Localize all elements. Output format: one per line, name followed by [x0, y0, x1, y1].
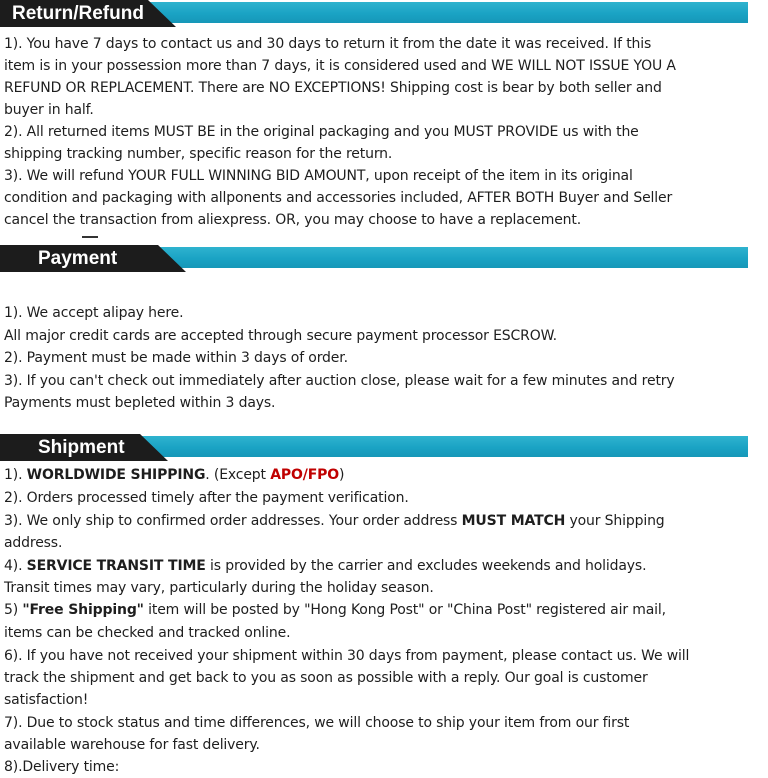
return-line-8: condition and packaging with allponents and accessories included, AFTER BOTH Buyer and Seller	[4, 190, 673, 206]
shipment-line-2: 2). Orders processed timely after the payment verification.	[4, 490, 409, 506]
shipment-line-6: Transit times may vary, particularly during the holiday season.	[4, 580, 434, 596]
shipment-line-9: 6). If you have not received your shipment within 30 days from payment, please contact us. We will	[4, 648, 690, 664]
shipment-line-13: available warehouse for fast delivery.	[4, 737, 260, 753]
return-line-7: 3). We will refund YOUR FULL WINNING BID AMOUNT, upon receipt of the item in its original	[4, 168, 633, 184]
red-text: APO/FPO	[270, 467, 339, 483]
payment-line-1: 1). We accept alipay here.	[4, 305, 184, 321]
text: 1).	[4, 467, 27, 483]
shipment-line-12: 7). Due to stock status and time differences, we will choose to ship your item from our first	[4, 715, 630, 731]
shipment-line-10: track the shipment and get back to you as soon as possible with a reply. Our goal is customer	[4, 670, 648, 686]
section-title: Shipment	[38, 437, 125, 458]
payment-header	[0, 245, 768, 272]
payment-line-4: 3). If you can't check out immediately after auction close, please wait for a few minutes and retry	[4, 372, 675, 389]
shipment-line-8: items can be checked and tracked online.	[4, 625, 291, 641]
return-refund-header	[0, 0, 768, 27]
divider-mark	[82, 236, 98, 238]
text: your Shipping	[565, 513, 665, 529]
return-line-5: 2). All returned items MUST BE in the original packaging and you MUST PROVIDE us with the	[4, 124, 639, 140]
text: )	[338, 467, 345, 483]
shipment-line-4: address.	[4, 535, 63, 551]
payment-line-5: Payments must bepleted within 3 days.	[4, 395, 276, 411]
section-title: Payment	[38, 248, 118, 269]
return-line-9: cancel the transaction from aliexpress. OR, you may choose to have a replacement.	[4, 212, 582, 228]
return-line-4: buyer in half.	[4, 102, 94, 118]
bold-text: SERVICE TRANSIT TIME	[26, 558, 206, 574]
payment-line-2: All major credit cards are accepted through secure payment processor ESCROW.	[4, 327, 557, 344]
text: 3). We only ship to confirmed order addresses. Your order address	[4, 513, 462, 529]
shipment-line-14: 8).Delivery time:	[4, 759, 120, 775]
return-line-1: 1). You have 7 days to contact us and 30 days to return it from the date it was received. If this	[4, 36, 652, 52]
section-title: Return/Refund	[12, 3, 144, 24]
bold-text: WORLDWIDE SHIPPING	[26, 467, 206, 483]
shipment-line-1	[4, 464, 344, 486]
return-line-6: shipping tracking number, specific reason for the return.	[4, 146, 393, 162]
text: 5)	[4, 602, 23, 618]
text: is provided by the carrier and excludes weekends and holidays.	[205, 558, 647, 574]
text: item will be posted by "Hong Kong Post" or "China Post" registered air mail,	[143, 602, 666, 618]
payment-line-3: 2). Payment must be made within 3 days of order.	[4, 350, 348, 366]
text: . (Except	[205, 467, 271, 483]
return-line-2: item is in your possession more than 7 days, it is considered used and WE WILL NOT ISSUE YOU A	[4, 58, 676, 74]
shipment-line-3	[4, 510, 665, 532]
return-line-3: REFUND OR REPLACEMENT. There are NO EXCEPTIONS! Shipping cost is bear by both seller and	[4, 80, 662, 96]
shipment-header	[0, 434, 768, 461]
bold-text: MUST MATCH	[461, 513, 566, 529]
shipment-line-11: satisfaction!	[4, 692, 89, 708]
shipment-line-7	[4, 599, 666, 621]
shipment-line-5	[4, 555, 646, 577]
text: 4).	[4, 558, 27, 574]
bold-text: "Free Shipping"	[22, 602, 144, 618]
